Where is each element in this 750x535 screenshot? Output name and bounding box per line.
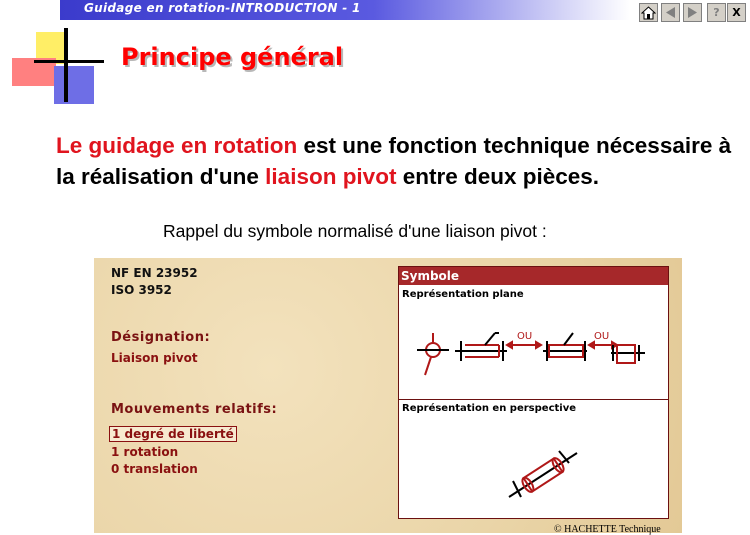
home-button[interactable]	[639, 3, 658, 22]
home-icon	[641, 6, 656, 20]
symbol-header: Symbole	[399, 267, 668, 285]
page-title: Principe général	[121, 43, 344, 71]
close-button[interactable]: X	[727, 3, 746, 22]
help-button[interactable]: ?	[707, 3, 726, 22]
norm-nf: NF EN 23952	[111, 266, 198, 280]
copyright-notice: © HACHETTE Technique	[554, 524, 661, 535]
or-label-2: OU	[594, 331, 610, 342]
intro-text-1: est une fonction technique nécessaire à la réalisation d'une	[56, 133, 732, 189]
title-bar	[0, 0, 750, 22]
perspective-representation-label: Représentation en perspective	[402, 403, 576, 414]
intro-paragraph	[56, 130, 736, 192]
rotation-value: 1 rotation	[111, 445, 179, 459]
window-title: Guidage en rotation-INTRODUCTION - 1	[84, 1, 361, 15]
arrow-right-icon	[686, 6, 699, 19]
symbol-box	[398, 266, 669, 519]
next-button[interactable]	[683, 3, 702, 22]
previous-button[interactable]	[661, 3, 680, 22]
symbol-caption: Rappel du symbole normalisé d'une liaison pivot :	[163, 221, 547, 241]
norm-iso: ISO 3952	[111, 283, 172, 297]
arrow-left-icon	[664, 6, 677, 19]
symbol-divider	[399, 399, 668, 400]
plane-representation-label: Représentation plane	[402, 289, 524, 300]
dof-value: 1 degré de liberté	[109, 426, 237, 442]
pivot-perspective-symbol	[499, 437, 589, 507]
movements-title: Mouvements relatifs:	[111, 402, 278, 417]
intro-text-2: entre deux pièces.	[396, 164, 600, 189]
intro-highlight-2: liaison pivot	[265, 164, 397, 189]
translation-value: 0 translation	[111, 462, 198, 476]
or-label-1: OU	[517, 331, 533, 342]
designation-value: Liaison pivot	[111, 351, 198, 365]
pivot-plane-symbol	[399, 301, 668, 397]
intro-highlight-1: Le guidage en rotation	[56, 133, 298, 158]
designation-title: Désignation:	[111, 330, 211, 345]
